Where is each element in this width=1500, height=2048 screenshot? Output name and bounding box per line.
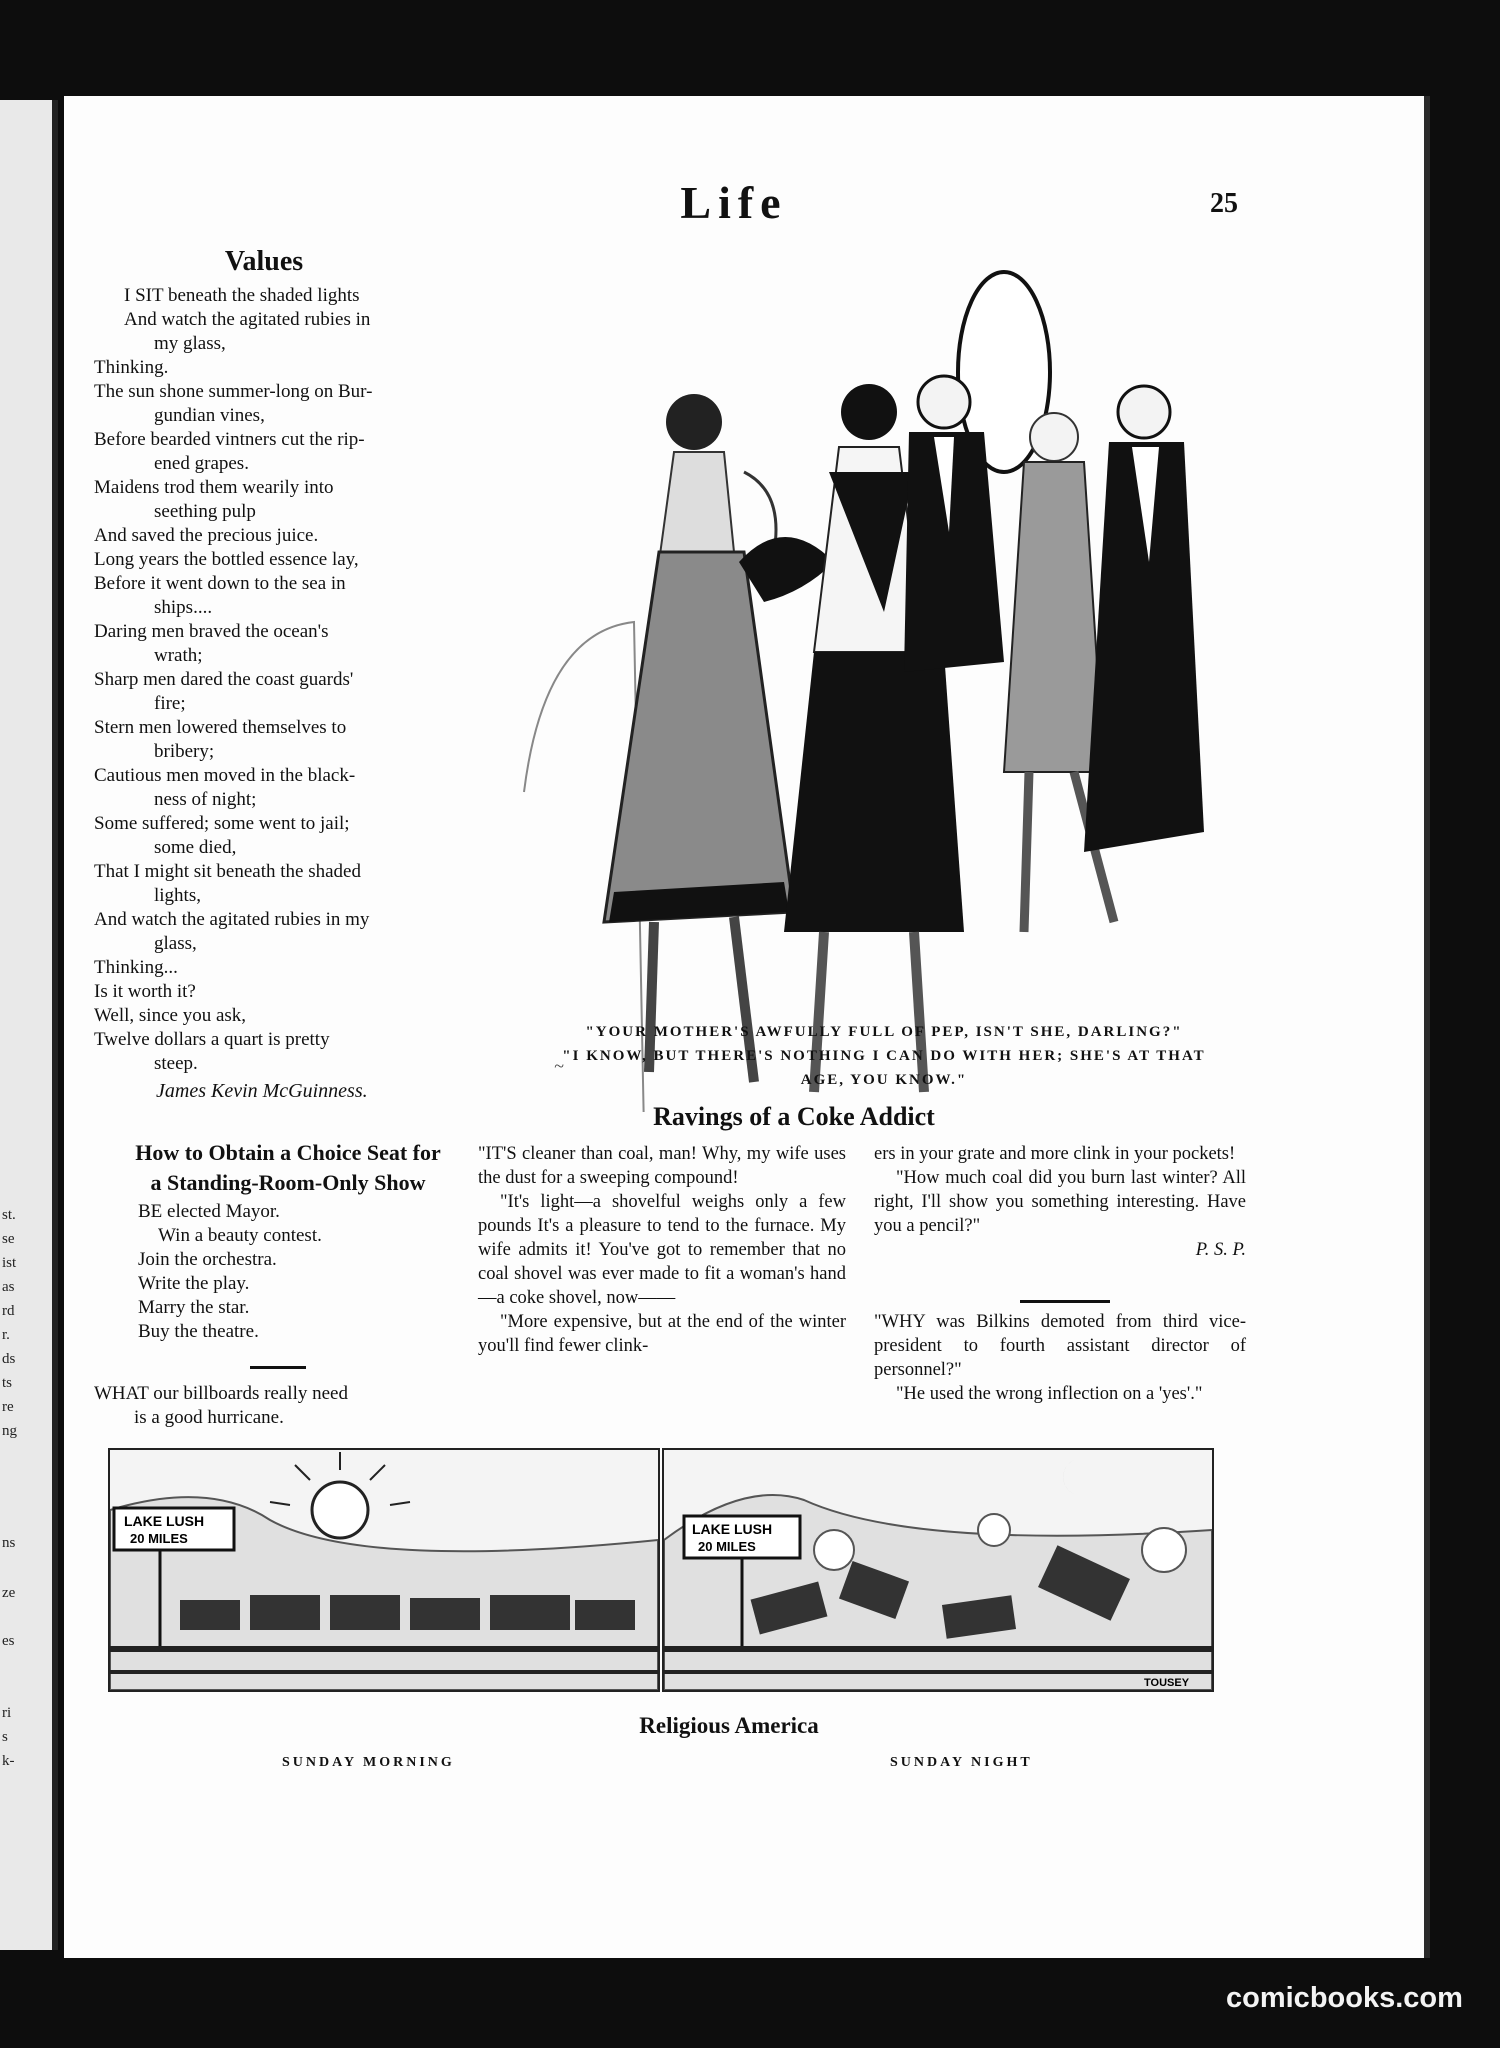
poem-line: Cautious men moved in the black- <box>94 765 356 786</box>
cartoon-title: Religious America <box>639 1713 819 1738</box>
poem-line: Stern men lowered themselves to <box>94 717 347 738</box>
poem-line: Long years the bottled essence lay, <box>94 549 359 570</box>
left-page-fragment: ze <box>2 1585 16 1601</box>
divider-rule <box>1020 1300 1110 1303</box>
road-sign-line1: LAKE LUSH <box>124 1513 205 1529</box>
left-page-fragment: k- <box>2 1753 15 1769</box>
poem-line: ened grapes. <box>154 453 249 474</box>
poem-line: Before bearded vintners cut the rip- <box>94 429 365 450</box>
poem-line: Twelve dollars a quart is pretty <box>94 1029 330 1050</box>
seat-title-line: a Standing-Room-Only Show <box>150 1170 426 1195</box>
caption-line: "I KNOW, BUT THERE'S NOTHING I CAN DO WITH HER; SHE'S AT THAT <box>562 1048 1206 1064</box>
poem-line: Maidens trod them wearily into <box>94 477 334 498</box>
divider-rule <box>250 1366 306 1369</box>
left-page-fragment: r. <box>2 1327 10 1343</box>
billboard-line: is a good hurricane. <box>134 1407 284 1428</box>
poem-line: Thinking. <box>94 357 169 378</box>
page-number: 25 <box>1210 188 1238 219</box>
poem-line: And watch the agitated rubies in <box>124 309 371 330</box>
left-page-fragment: ds <box>2 1351 16 1367</box>
seat-line: BE elected Mayor. <box>138 1201 280 1222</box>
poem-line: Well, since you ask, <box>94 1005 247 1026</box>
seat-line: Win a beauty contest. <box>158 1225 322 1246</box>
caption-line: "YOUR MOTHER'S AWFULLY FULL OF PEP, ISN'T SHE, DARLING?" <box>585 1024 1183 1040</box>
ravings-column-1 <box>478 1142 846 1358</box>
poem-body <box>94 284 480 1076</box>
ravings-signature: P. S. P. <box>1195 1240 1246 1260</box>
poem-line: I SIT beneath the shaded lights <box>124 285 360 306</box>
poem-line: And saved the precious juice. <box>94 525 319 546</box>
left-page-fragment: se <box>2 1231 15 1247</box>
seat-piece-list <box>138 1200 478 1344</box>
poem-line: some died, <box>154 837 237 858</box>
poem-line: That I might sit beneath the shaded <box>94 861 361 882</box>
fashion-illustration <box>484 232 1244 1112</box>
poem-line: my glass, <box>154 333 226 354</box>
poem-line: Daring men braved the ocean's <box>94 621 329 642</box>
poem-line: ships.... <box>154 597 213 618</box>
seat-line: Buy the theatre. <box>138 1321 259 1342</box>
magazine-page <box>64 96 1430 1958</box>
left-page-edge <box>0 100 58 1950</box>
bilkins-question: "WHY was Bilkins demoted from third vice-president to fourth assistant director of personnel?" <box>874 1312 1246 1380</box>
poem-line: Thinking... <box>94 957 178 978</box>
road-sign-line1: LAKE LUSH <box>692 1521 773 1537</box>
rising-sun-icon <box>312 1482 368 1538</box>
poem-line: lights, <box>154 885 201 906</box>
woman-left-figure <box>604 394 794 1082</box>
poem-line: wrath; <box>154 645 203 666</box>
poem-line: glass, <box>154 933 197 954</box>
cartoon-left-label: SUNDAY MORNING <box>282 1755 455 1770</box>
bilkins-joke <box>874 1310 1246 1406</box>
poem-line: Before it went down to the sea in <box>94 573 346 594</box>
masthead-title: Life <box>680 177 788 228</box>
poem-line: gundian vines, <box>154 405 265 426</box>
left-page-fragment: as <box>2 1279 15 1295</box>
artist-signature-scribble: ~ <box>554 1056 564 1076</box>
feather-fan <box>739 537 834 602</box>
poem-line: The sun shone summer-long on Bur- <box>94 381 373 402</box>
poem-line: seething pulp <box>154 501 256 522</box>
seat-title-line: How to Obtain a Choice Seat for <box>135 1140 441 1165</box>
cartoon-right-label: SUNDAY NIGHT <box>890 1755 1033 1770</box>
ravings-paragraph: "How much coal did you burn last winter? All right, I'll show you something interesting. Have you a pencil?" <box>874 1168 1246 1236</box>
poem-line: steep. <box>154 1053 198 1074</box>
seat-line: Join the orchestra. <box>138 1249 277 1270</box>
poem-line: And watch the agitated rubies in my <box>94 909 370 930</box>
caption-line: AGE, YOU KNOW." <box>800 1072 968 1088</box>
poem-title: Values <box>224 246 304 277</box>
poem-line: bribery; <box>154 741 215 762</box>
illustration-caption <box>494 1020 1274 1092</box>
poem-line: fire; <box>154 693 186 714</box>
left-page-fragment: s <box>2 1729 8 1745</box>
ravings-column-2 <box>874 1142 1246 1262</box>
left-page-fragment: ri <box>2 1705 12 1721</box>
left-page-fragment: ng <box>2 1423 17 1439</box>
left-page-fragment: es <box>2 1633 15 1649</box>
seat-line: Write the play. <box>138 1273 250 1294</box>
left-page-fragment: rd <box>2 1303 15 1319</box>
site-watermark: comicbooks.com <box>1226 1982 1463 2014</box>
left-page-fragment: st. <box>2 1207 16 1223</box>
poem-line: ness of night; <box>154 789 257 810</box>
bilkins-answer: "He used the wrong inflection on a 'yes'." <box>896 1384 1203 1404</box>
ravings-paragraph: "It's light—a shovelful weighs only a few pounds It's a pleasure to tend to the furnace. My wife admits it! You've got to remember that no coal shovel was ever made to fit a woman's hand—a coke shovel, now—— <box>478 1192 846 1308</box>
cartoon-artist-signature: TOUSEY <box>1144 1677 1190 1689</box>
left-page-fragment: re <box>2 1399 14 1415</box>
left-page-fragment: ist <box>2 1255 17 1271</box>
cartoon-sunday-morning <box>108 1448 660 1692</box>
road-sign-line2: 20 MILES <box>130 1531 188 1546</box>
seat-line: Marry the star. <box>138 1297 250 1318</box>
billboard-joke <box>94 1382 484 1430</box>
ravings-paragraph: ers in your grate and more clink in your pockets! <box>874 1144 1236 1164</box>
ravings-paragraph: "More expensive, but at the end of the winter you'll find fewer clink- <box>478 1312 846 1356</box>
left-page-fragment: ts <box>2 1375 13 1391</box>
poem-line: Some suffered; some went to jail; <box>94 813 350 834</box>
seat-piece-title <box>92 1138 484 1198</box>
poem-author: James Kevin McGuinness. <box>156 1080 368 1102</box>
man-tuxedo-right <box>1084 386 1204 852</box>
ravings-title: Ravings of a Coke Addict <box>653 1102 935 1131</box>
road-sign-line2: 20 MILES <box>698 1539 756 1554</box>
poem-line: Sharp men dared the coast guards' <box>94 669 354 690</box>
poem-line: Is it worth it? <box>94 981 196 1002</box>
billboard-line: WHAT our billboards really need <box>94 1383 348 1404</box>
cartoon-sunday-night <box>662 1448 1214 1692</box>
left-page-fragment: ns <box>2 1535 16 1551</box>
ravings-paragraph: "IT'S cleaner than coal, man! Why, my wife uses the dust for a sweeping compound! <box>478 1144 846 1188</box>
